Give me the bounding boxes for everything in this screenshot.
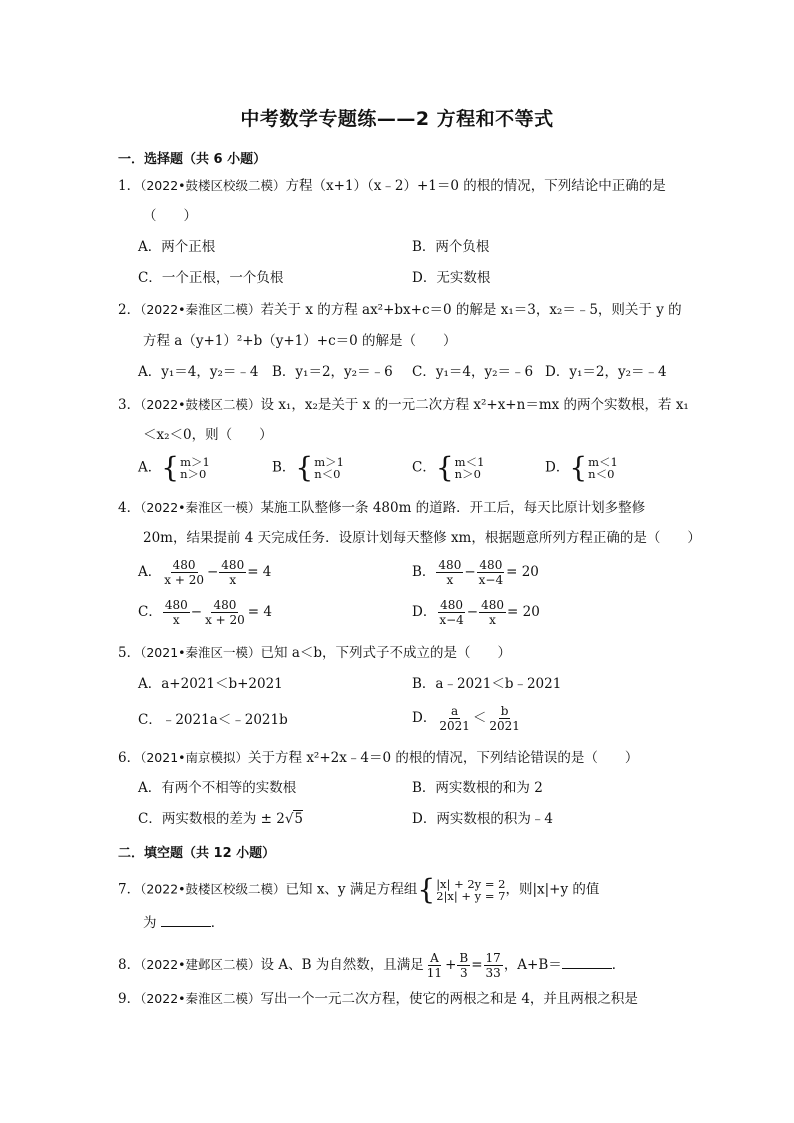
q1-option-c[interactable]: C．一个正根，一个负根 — [138, 270, 284, 286]
q6-option-b[interactable]: B．两实数根的和为 2 — [412, 780, 543, 796]
question-3: 3．（2022•鼓楼区二模）设 x₁，x₂是关于 x 的一元二次方程 x²+x+n＝mx 的两个实数根，若 x₁ — [118, 397, 689, 413]
q3-option-a[interactable]: A． { m＞1 n＞0 — [138, 451, 210, 484]
q5-option-d[interactable]: D． $\frac{a}{2021}$ ＜ $\frac{b}{2021}$ — [412, 704, 520, 733]
question-5: 5．（2021•秦淮区一模）已知 a＜b，下列式子不成立的是（ ） — [118, 645, 512, 661]
q1-option-b[interactable]: B．两个负根 — [412, 239, 490, 255]
q3-option-b[interactable]: B． { m＞1 n＜0 — [272, 451, 344, 484]
section-heading-choice: 一．选择题（共 6 小题） — [118, 152, 267, 167]
question-1: 1．（2022•鼓楼区校级二模）方程（x+1）（x﹣2）+1＝0 的根的情况，下列结论中正确的是 — [118, 178, 666, 194]
question-4-cont: 20m，结果提前 4 天完成任务．设原计划每天整修 xm，根据题意所列方程正确的是（ ） — [143, 530, 701, 546]
q2-option-d[interactable]: D．y₁＝2，y₂＝﹣4 — [545, 364, 667, 380]
q7-answer-blank[interactable] — [161, 914, 211, 927]
q6-option-a[interactable]: A．有两个不相等的实数根 — [138, 780, 297, 796]
question-2: 2．（2022•秦淮区二模）若关于 x 的方程 ax²+bx+c＝0 的解是 x₁＝3，x₂＝﹣5，则关于 y 的 — [118, 302, 682, 318]
q6-option-d[interactable]: D．两实数根的积为﹣4 — [412, 811, 553, 827]
question-1-paren: （ ） — [143, 208, 197, 224]
q8-answer-blank[interactable] — [562, 956, 612, 969]
q4-option-b[interactable]: B． $\frac{480}{x}$ − $\frac{480}{x-4}$ = 20 — [412, 558, 539, 587]
question-2-cont: 方程 a（y+1）²+b（y+1）+c＝0 的解是（ ） — [143, 333, 457, 349]
q4-option-c[interactable]: C． $\frac{480}{x}$ − $\frac{480}{x + 20}$ = 4 — [138, 598, 272, 627]
q5-option-a[interactable]: A．a+2021＜b+2021 — [138, 676, 283, 692]
question-7-cont: 为 ． — [143, 915, 225, 931]
question-9: 9．（2022•秦淮区二模）写出一个一元二次方程，使它的两根之和是 4，并且两根之积是 — [118, 991, 638, 1007]
q6-option-c[interactable]: C．两实数根的差为 ± 2√5 — [138, 811, 304, 827]
q3-option-c[interactable]: C． { m＜1 n＞0 — [412, 451, 485, 484]
question-6: 6．（2021•南京模拟）关于方程 x²+2x﹣4＝0 的根的情况，下列结论错误的是（ ） — [118, 750, 639, 766]
q4-option-a[interactable]: A． $\frac{480}{x + 20}$ − $\frac{480}{x}$ = 4 — [138, 558, 272, 587]
question-3-cont: ＜x₂＜0，则（ ） — [143, 427, 273, 443]
page-title: 中考数学专题练——2 方程和不等式 — [240, 108, 554, 130]
q3-option-d[interactable]: D． { m＜1 n＜0 — [545, 451, 618, 484]
q5-option-c[interactable]: C．﹣2021a＜﹣2021b — [138, 712, 288, 728]
question-7: 7．（2022•鼓楼区校级二模）已知 x、y 满足方程组 { |x| + 2y = 2 2|x| + y = 7 ，则|x|+y 的值 — [118, 873, 600, 906]
q5-option-b[interactable]: B．a﹣2021＜b﹣2021 — [412, 676, 562, 692]
q2-option-b[interactable]: B．y₁＝2，y₂＝﹣6 — [272, 364, 393, 380]
q4-option-d[interactable]: D． $\frac{480}{x-4}$ − $\frac{480}{x}$ = 20 — [412, 598, 540, 627]
q1-option-a[interactable]: A．两个正根 — [138, 239, 216, 255]
section-heading-fill: 二．填空题（共 12 小题） — [118, 846, 276, 861]
q1-option-d[interactable]: D．无实数根 — [412, 270, 491, 286]
q2-option-a[interactable]: A．y₁＝4，y₂＝﹣4 — [138, 364, 259, 380]
q2-option-c[interactable]: C．y₁＝4，y₂＝﹣6 — [412, 364, 534, 380]
question-4: 4．（2022•秦淮区一模）某施工队整修一条 480m 的道路．开工后，每天比原计划多整修 — [118, 500, 646, 516]
question-8: 8．（2022•建邺区二模）设 A、B 为自然数，且满足 $\frac{A}{11}$ + $\frac{B}{3}$ = $\frac{17}{33}$ ，A+B＝ ． — [118, 951, 626, 980]
